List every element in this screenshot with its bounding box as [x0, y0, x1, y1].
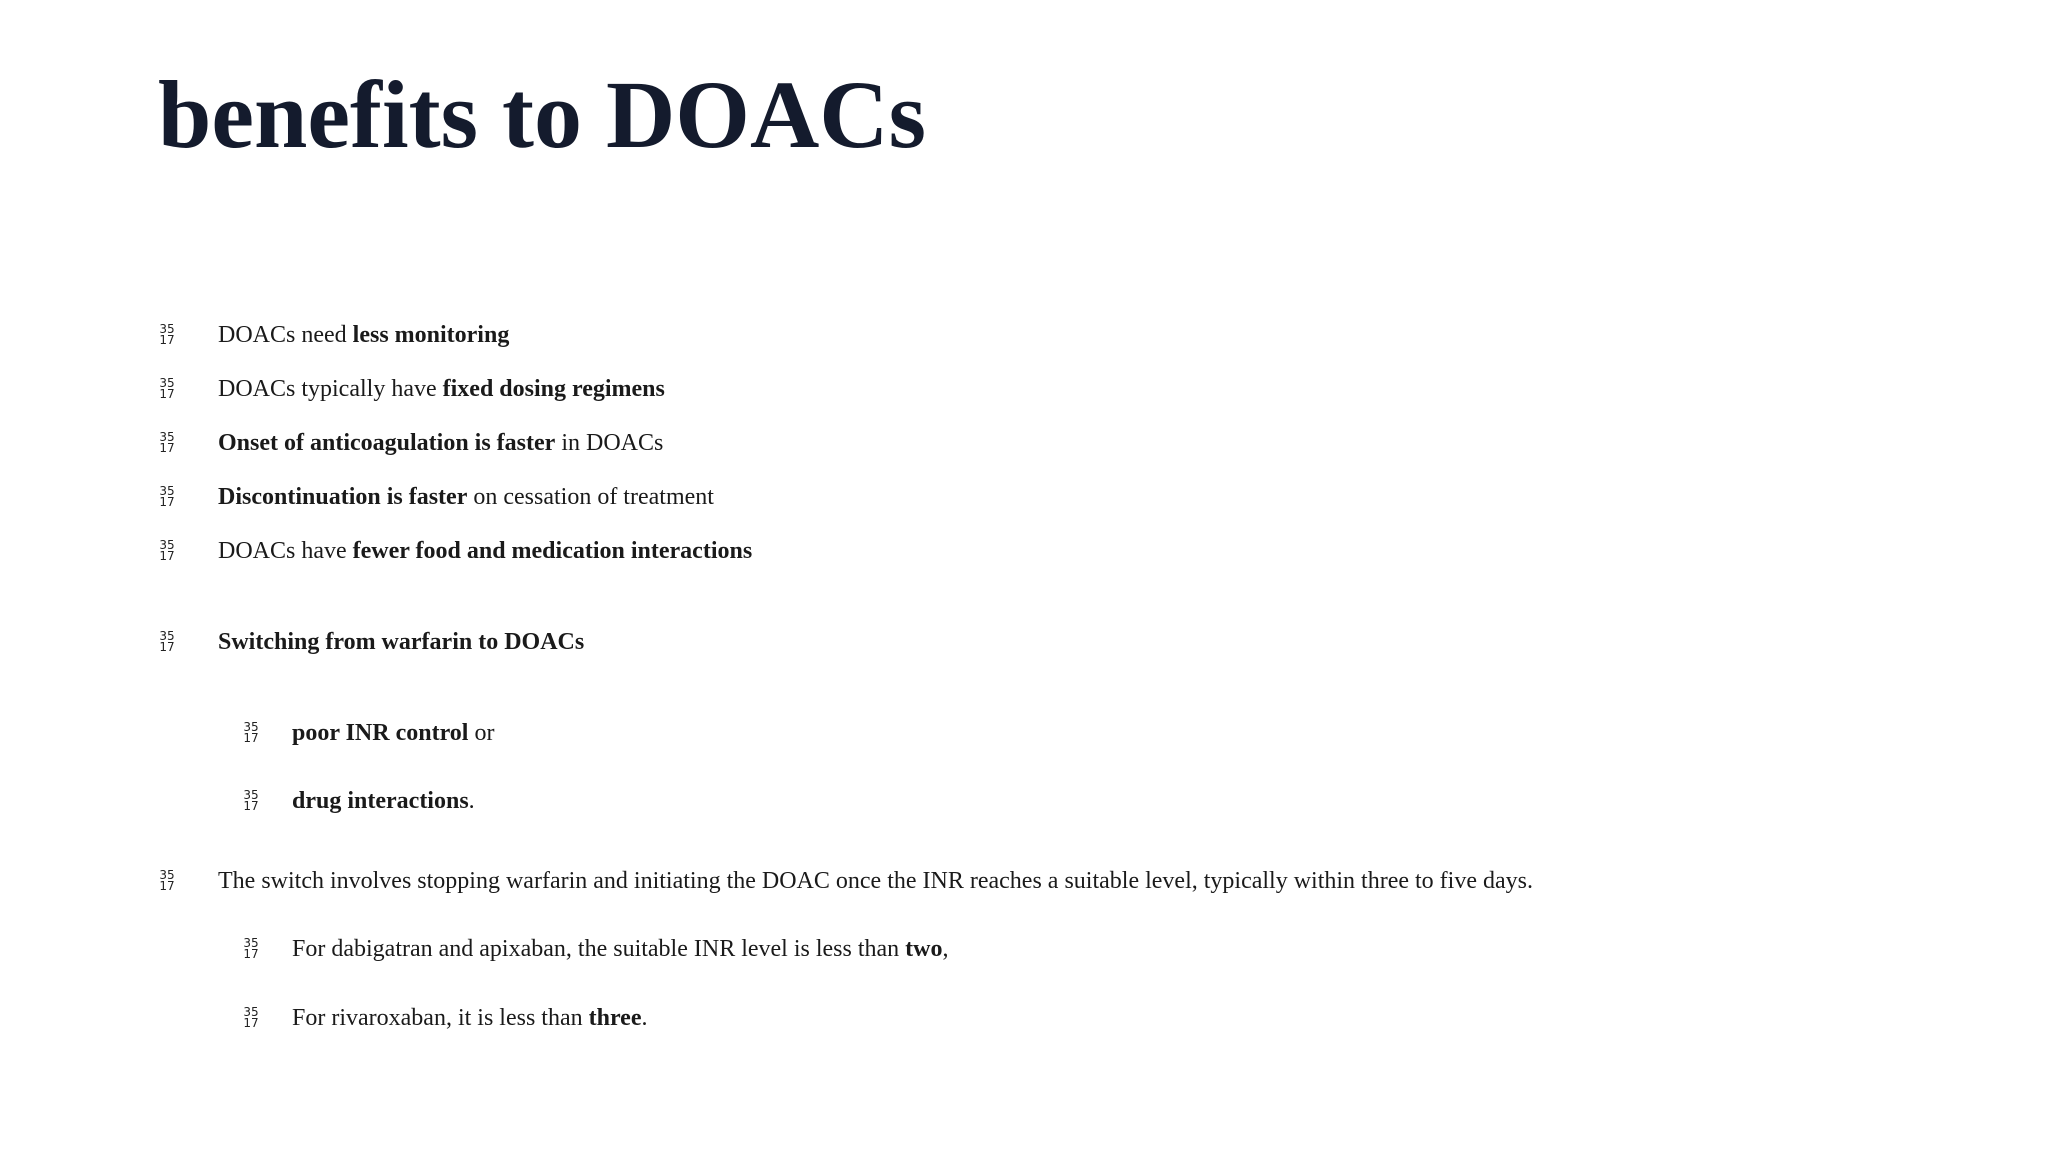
- bullet-marker-icon: 35 17: [243, 1005, 259, 1030]
- bullet-text: Switching from warfarin to DOACs: [218, 629, 585, 655]
- bullet-text: For rivaroxaban, it is less than three.: [292, 1005, 648, 1031]
- bullet-text: Onset of anticoagulation is faster in DOACs: [218, 430, 664, 456]
- bullet-marker-icon: 35 17: [243, 788, 259, 813]
- bullet-text: DOACs typically have fixed dosing regimens: [218, 376, 665, 402]
- bullet-text: The switch involves stopping warfarin and initiating the DOAC once the INR reaches a suitable level, typically within three to five days.: [218, 868, 1533, 894]
- bullet-marker-icon: 35 17: [159, 322, 175, 347]
- bullet-item: [158, 866, 1533, 896]
- bullet-text: DOACs have fewer food and medication interactions: [218, 538, 753, 564]
- bullet-marker-icon: 35 17: [159, 868, 175, 893]
- bullet-text: Discontinuation is faster on cessation of treatment: [218, 484, 714, 510]
- bullet-marker-icon: 35 17: [159, 484, 175, 509]
- bullet-marker-icon: 35 17: [159, 430, 175, 455]
- bullet-marker-icon: 35 17: [159, 376, 175, 401]
- sub-bullet-item: [242, 1003, 648, 1033]
- bullet-marker-icon: 35 17: [243, 720, 259, 745]
- bullet-text: drug interactions.: [292, 788, 475, 814]
- bullet-item: [158, 374, 665, 404]
- bullet-item: [158, 428, 663, 458]
- bullet-text: DOACs need less monitoring: [218, 322, 510, 348]
- sub-bullet-item: [242, 934, 949, 964]
- bullet-text: For dabigatran and apixaban, the suitable INR level is less than two,: [292, 936, 949, 962]
- bullet-text: poor INR control or: [292, 720, 495, 746]
- bullet-marker-icon: 35 17: [159, 629, 175, 654]
- bullet-item: [158, 482, 714, 512]
- bullet-item: [158, 320, 509, 350]
- sub-bullet-item: [242, 718, 494, 748]
- bullet-marker-icon: 35 17: [243, 936, 259, 961]
- slide-title: benefits to DOACs: [158, 61, 926, 168]
- bullet-item: [158, 627, 584, 657]
- bullet-marker-icon: 35 17: [159, 538, 175, 563]
- sub-bullet-item: [242, 786, 475, 816]
- bullet-item: [158, 536, 752, 566]
